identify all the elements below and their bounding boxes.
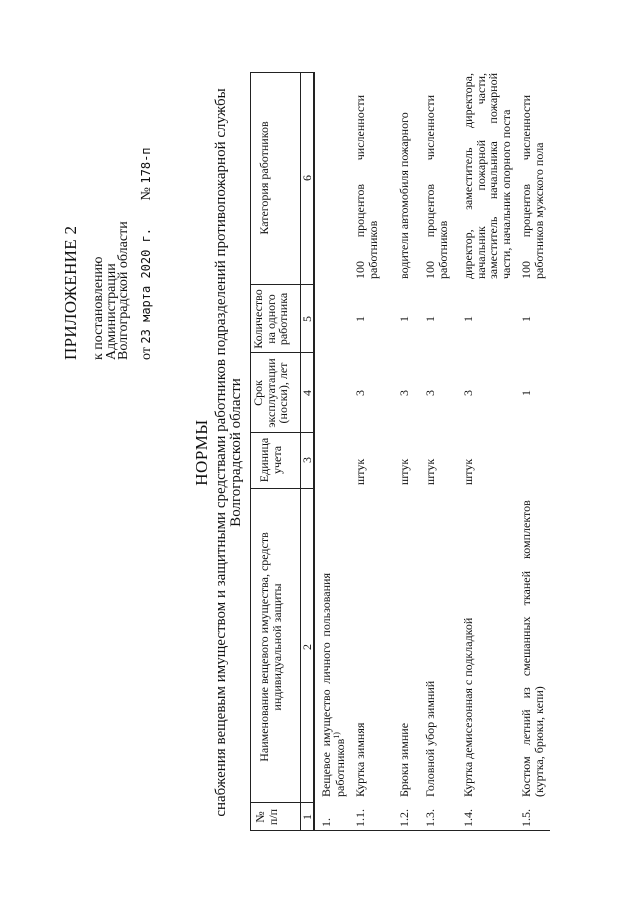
row-qty: 1 xyxy=(353,316,367,322)
table-border-top xyxy=(250,72,251,831)
row-category: 100 процентов численности работников xyxy=(353,95,380,279)
norms-subtitle-line1: снабжения вещевым имуществом и защитными средствами работников подразделений противопожарной службы xyxy=(213,88,229,817)
row-unit: штук xyxy=(423,458,437,485)
resolution-date-line xyxy=(140,147,155,360)
section-name-text: Вещевое имущество личного пользования работников xyxy=(319,573,347,797)
header-term: Срок эксплуатации (носки), лет xyxy=(251,358,291,428)
row-unit: штук xyxy=(461,458,475,485)
row-category: водители автомобиля пожарного xyxy=(397,112,411,279)
appendix-title: ПРИЛОЖЕНИЕ 2 xyxy=(61,225,80,360)
column-number: 3 xyxy=(300,457,314,463)
row-category: 100 процентов численности работников xyxy=(423,95,450,279)
table-col-rule xyxy=(250,802,313,803)
table-col-rule xyxy=(250,488,313,489)
row-unit: штук xyxy=(353,458,367,485)
column-number: 1 xyxy=(300,814,314,820)
row-num: 1.2. xyxy=(397,809,411,827)
row-term: 1 xyxy=(519,390,533,396)
row-term: 3 xyxy=(353,390,367,396)
resolution-line: к постановлению xyxy=(91,256,106,360)
row-term: 3 xyxy=(397,390,411,396)
row-category: 100 процентов численности работников мужского пола xyxy=(519,95,546,279)
row-unit: штук xyxy=(397,458,411,485)
row-term: 3 xyxy=(461,390,475,396)
section-num: 1. xyxy=(319,818,333,827)
resolution-date: 23 марта 2020 г. xyxy=(139,227,153,344)
row-qty: 1 xyxy=(423,316,437,322)
header-qty: Количество на одного работника xyxy=(251,289,291,349)
row-num: 1.1. xyxy=(353,809,367,827)
footnote-mark: 1) xyxy=(331,732,341,739)
column-number: 2 xyxy=(300,644,314,650)
row-name: Куртка демисезонная с подкладкой xyxy=(461,617,475,797)
row-num: 1.4. xyxy=(461,809,475,827)
row-num: 1.3. xyxy=(423,809,437,827)
administration-line: Администрации xyxy=(104,263,119,360)
header-num: № п/п xyxy=(253,808,280,826)
row-unit: комплектов xyxy=(519,500,533,559)
norms-subtitle-line2: Волгоградской области xyxy=(228,378,244,527)
header-name: Наименование вещевого имущества, средств индивидуальной защиты xyxy=(257,532,284,762)
table-col-rule xyxy=(250,432,313,433)
row-qty: 1 xyxy=(461,316,475,322)
row-name: Костюм летний из смешанных тканей (куртка, брюки, кепи) xyxy=(519,571,546,797)
region-line: Волгоградской области xyxy=(116,221,131,360)
table-col-rule xyxy=(250,284,313,285)
section-name xyxy=(320,573,346,797)
row-category: директор, заместитель директора, начальник пожарной части, заместитель начальника пожарной части, начальник опорного поста xyxy=(461,73,513,279)
table-col-rule xyxy=(250,352,313,353)
header-category: Категория работников xyxy=(257,121,271,235)
norms-table xyxy=(250,72,550,831)
column-number: 4 xyxy=(300,390,314,396)
table-border-right xyxy=(250,72,313,73)
norms-title: НОРМЫ xyxy=(192,419,211,486)
column-number: 5 xyxy=(300,316,314,322)
row-qty: 1 xyxy=(519,316,533,322)
number-label: № xyxy=(139,187,154,201)
header-unit: Единица учета xyxy=(257,437,284,483)
date-prefix: от xyxy=(139,347,154,360)
row-num: 1.5. xyxy=(519,809,533,827)
row-term: 3 xyxy=(423,390,437,396)
resolution-number: 178-п xyxy=(139,147,153,184)
column-number: 6 xyxy=(300,175,314,181)
row-name: Куртка зимняя xyxy=(353,722,367,797)
row-name: Головной убор зимний xyxy=(423,680,437,797)
table-border-left xyxy=(250,830,550,831)
row-name: Брюки зимние xyxy=(397,722,411,797)
row-qty: 1 xyxy=(397,316,411,322)
